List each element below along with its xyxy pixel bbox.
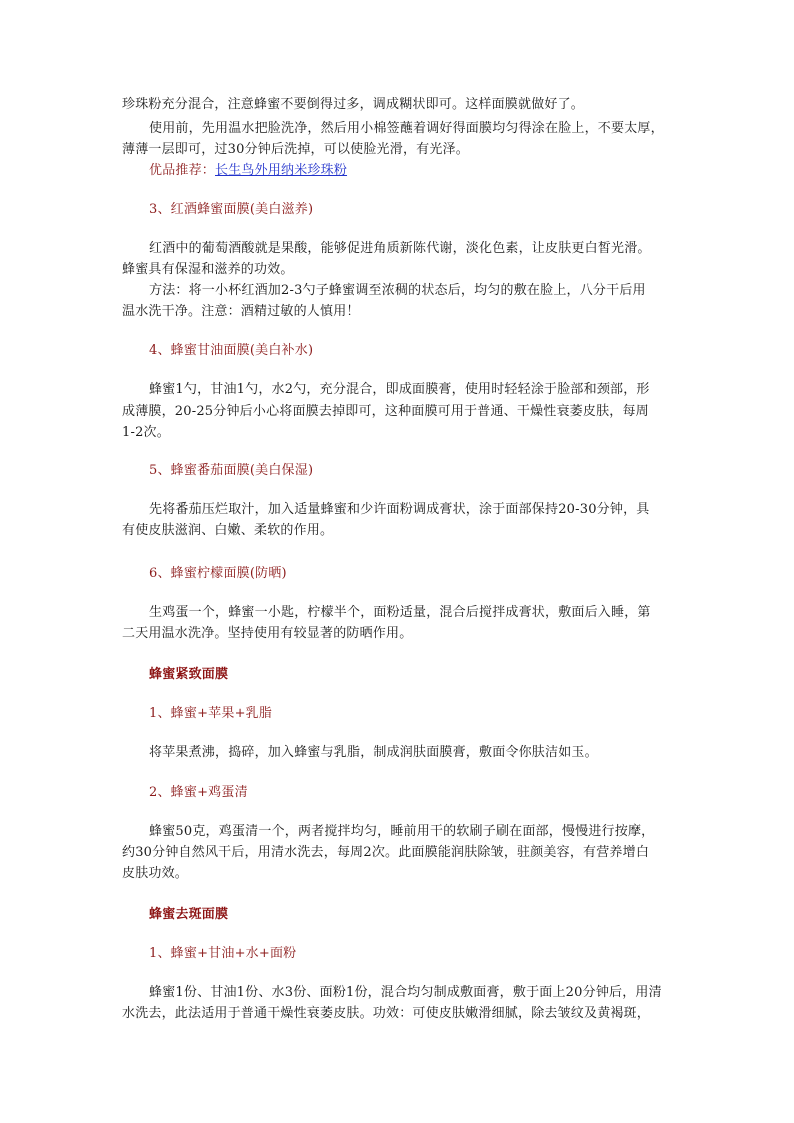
spot-item1-title: 1、蜂蜜+甘油+水+面粉 [149,946,297,961]
firming-item2-title: 2、蜂蜜+鸡蛋清 [149,785,248,800]
mask3-title: 3、红酒蜂蜜面膜(美白滋养) [149,202,314,217]
mask5-line-2: 有使皮肤滋润、白嫩、柔软的作用。 [122,523,334,538]
firming-item2-line-1: 蜂蜜50克，鸡蛋清一个，两者搅拌均匀，睡前用干的软刷子刷在面部，慢慢进行按摩， [149,824,655,839]
mask4-line-2: 成薄膜，20-25分钟后小心将面膜去掉即可，这种面膜可用于普通、干燥性衰萎皮肤，每周 [122,404,649,419]
firming-item1-line-1: 将苹果煮沸，捣碎，加入蜂蜜与乳脂，制成润肤面膜膏，敷面令你肤洁如玉。 [149,745,598,760]
mask3-line-3: 方法：将一小杯红酒加2-3勺子蜂蜜调至浓稠的状态后，均匀的敷在脸上，八分干后用 [149,283,646,298]
mask5-line-1: 先将番茄压烂取汁，加入适量蜂蜜和少许面粉调成膏状，涂于面部保持20-30分钟，具 [149,502,650,517]
mask3-line-4: 温水洗干净。注意：酒精过敏的人慎用！ [122,304,360,319]
recommend-label: 优品推荐： [149,163,216,178]
recommend-link[interactable]: 长生鸟外用纳米珍珠粉 [215,163,348,178]
firming-heading: 蜂蜜紧致面膜 [149,667,229,682]
firming-item2-line-3: 皮肤功效。 [122,866,189,881]
mask3-line-1: 红酒中的葡萄酒酸就是果酸，能够促进角质新陈代谢，淡化色素，让皮肤更白皙光滑。 [149,241,651,256]
intro-line-3: 薄薄一层即可，过30分钟后洗掉，可以使脸光滑，有光泽。 [122,142,469,157]
mask5-title: 5、蜂蜜番茄面膜(美白保湿) [149,463,314,478]
firming-item2-line-2: 约30分钟自然风干后，用清水洗去，每周2次。此面膜能润肤除皱，驻颜美容，有营养增白 [122,845,650,860]
mask4-title: 4、蜂蜜甘油面膜(美白补水) [149,343,314,358]
firming-item1-title: 1、蜂蜜+苹果+乳脂 [149,706,273,721]
spot-item1-line-1: 蜂蜜1份、甘油1份、水3份、面粉1份，混合均匀制成敷面膏，敷于面上20分钟后，用清 [149,985,662,1000]
spot-item1-line-2: 水洗去，此法适用于普通干燥性衰萎皮肤。功效：可使皮肤嫩滑细腻，除去皱纹及黄褐斑， [122,1006,651,1021]
mask4-line-3: 1-2次。 [122,425,170,440]
mask6-line-1: 生鸡蛋一个，蜂蜜一小匙，柠檬半个，面粉适量，混合后搅拌成膏状，敷面后入睡，第 [149,605,651,620]
recommend-row [149,163,347,179]
mask6-line-2: 二天用温水洗净。坚持使用有较显著的防晒作用。 [122,626,413,641]
mask4-line-1: 蜂蜜1勺，甘油1勺，水2勺，充分混合，即成面膜膏，使用时轻轻涂于脸部和颈部，形 [149,382,650,397]
mask3-line-2: 蜂蜜具有保湿和滋养的功效。 [122,262,294,277]
spot-heading: 蜂蜜去斑面膜 [149,907,229,922]
mask6-title: 6、蜂蜜柠檬面膜(防晒) [149,566,287,581]
intro-line-2: 使用前，先用温水把脸洗净，然后用小棉签蘸着调好得面膜均匀得涂在脸上，不要太厚， [149,121,664,136]
intro-line-1: 珍珠粉充分混合，注意蜂蜜不要倒得过多，调成糊状即可。这样面膜就做好了。 [122,97,585,112]
